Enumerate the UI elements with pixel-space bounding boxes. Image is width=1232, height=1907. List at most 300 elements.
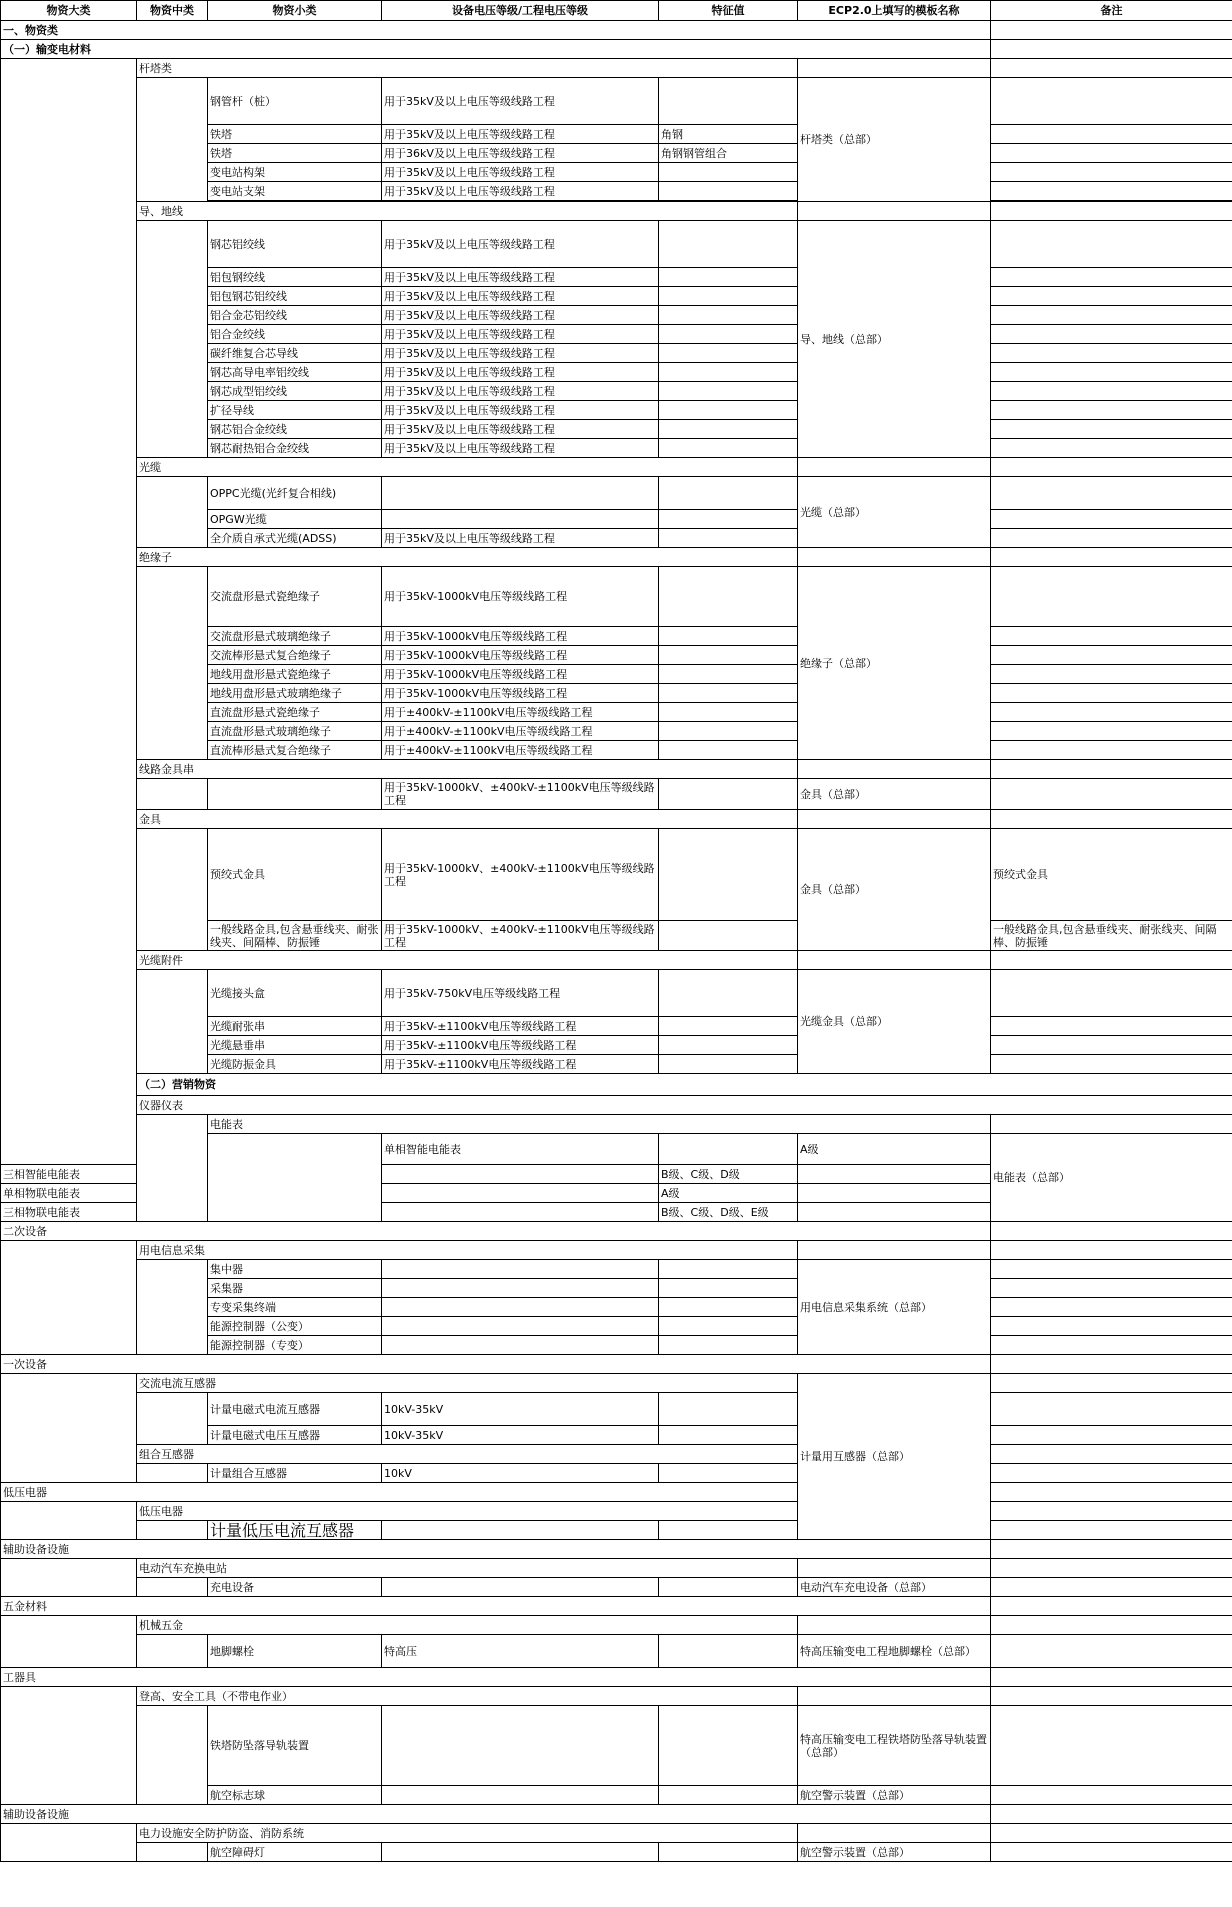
empty-cell (659, 1036, 798, 1055)
table-cell: 航空警示装置（总部） (798, 1843, 991, 1862)
empty-cell (991, 1445, 1232, 1464)
table-cell: 充电设备 (208, 1578, 382, 1597)
empty-cell (659, 287, 798, 306)
category-row (1, 1668, 1232, 1687)
empty-cell (659, 1464, 798, 1483)
empty-cell (991, 382, 1232, 401)
group-label: 杆塔类 (137, 59, 798, 78)
empty-cell (659, 722, 798, 741)
empty-cell (798, 1687, 991, 1706)
table-cell: 直流盘形悬式玻璃绝缘子 (208, 722, 382, 741)
empty-cell (798, 59, 991, 78)
empty-cell (659, 1279, 798, 1298)
table-cell: 地线用盘形悬式瓷绝缘子 (208, 665, 382, 684)
empty-cell (991, 703, 1232, 722)
empty-cell (659, 529, 798, 548)
empty-cell (991, 477, 1232, 510)
table-cell: 钢芯高导电率铝绞线 (208, 363, 382, 382)
table-cell: 用于35kV及以上电压等级线路工程 (382, 306, 659, 325)
empty-cell (991, 1843, 1232, 1862)
empty-cell (991, 1668, 1232, 1687)
empty-cell (798, 810, 991, 829)
table-cell: 一般线路金具,包含悬垂线夹、耐张线夹、间隔棒、防振锤 (991, 921, 1232, 951)
empty-cell (137, 1706, 208, 1805)
empty-cell (991, 1502, 1232, 1521)
empty-cell (991, 1616, 1232, 1635)
table-cell: 钢芯耐热铝合金绞线 (208, 439, 382, 458)
subsection-row (1, 40, 1232, 59)
table-row (1, 1706, 1232, 1786)
empty-cell (208, 1134, 382, 1222)
empty-cell (991, 1824, 1232, 1843)
empty-cell (659, 268, 798, 287)
table-cell: 用于35kV及以上电压等级线路工程 (382, 221, 659, 268)
empty-cell (991, 1241, 1232, 1260)
template-cell: 杆塔类（总部） (798, 78, 991, 202)
table-row (1, 1578, 1232, 1597)
template-cell: 光缆（总部） (798, 477, 991, 548)
table-cell: 特高压输变电工程地脚螺栓（总部） (798, 1635, 991, 1668)
table-cell: 角钢钢管组合 (659, 144, 798, 163)
table-cell: 特高压输变电工程铁塔防坠落导轨装置（总部） (798, 1706, 991, 1786)
empty-cell (991, 970, 1232, 1017)
table-cell: 用于35kV及以上电压等级线路工程 (382, 401, 659, 420)
table-cell: 用于35kV及以上电压等级线路工程 (382, 325, 659, 344)
empty-cell (798, 202, 991, 221)
empty-cell (659, 1578, 798, 1597)
empty-cell (991, 420, 1232, 439)
empty-cell (991, 221, 1232, 268)
table-cell: 用于35kV及以上电压等级线路工程 (382, 163, 659, 182)
table-cell: 用于35kV-1000kV电压等级线路工程 (382, 665, 659, 684)
empty-cell (659, 221, 798, 268)
empty-cell (798, 1165, 991, 1184)
empty-cell (137, 1635, 208, 1668)
empty-cell (991, 1298, 1232, 1317)
empty-cell (991, 1578, 1232, 1597)
table-cell: 角钢 (659, 125, 798, 144)
table-cell: 航空警示装置（总部） (798, 1786, 991, 1805)
empty-cell (659, 1260, 798, 1279)
table-cell: 用于±400kV-±1100kV电压等级线路工程 (382, 722, 659, 741)
table-cell: 铝合金芯铝绞线 (208, 306, 382, 325)
template-cell: 金具（总部） (798, 779, 991, 810)
table-row (1, 477, 1232, 510)
table-cell: 二次设备 (1, 1222, 991, 1241)
empty-cell (1, 1824, 137, 1862)
table-cell: 计量电磁式电流互感器 (208, 1393, 382, 1426)
table-cell: 10kV-35kV (382, 1393, 659, 1426)
table-row (1, 970, 1232, 1017)
empty-cell (659, 325, 798, 344)
empty-cell (798, 1559, 991, 1578)
empty-cell (798, 458, 991, 477)
empty-cell (991, 1355, 1232, 1374)
empty-cell (382, 1203, 659, 1222)
empty-cell (991, 363, 1232, 382)
empty-cell (991, 458, 1232, 477)
empty-cell (991, 1222, 1232, 1241)
empty-cell (137, 567, 208, 760)
empty-cell (991, 163, 1232, 182)
empty-cell (659, 78, 798, 125)
table-cell: 用于35kV-750kV电压等级线路工程 (382, 970, 659, 1017)
empty-cell (798, 1203, 991, 1222)
table-cell: 直流盘形悬式瓷绝缘子 (208, 703, 382, 722)
empty-cell (991, 1374, 1232, 1393)
table-cell: 用于35kV-1000kV、±400kV-±1100kV电压等级线路工程 (382, 779, 659, 810)
empty-cell (991, 1279, 1232, 1298)
group-row (1, 760, 1232, 779)
empty-cell (991, 125, 1232, 144)
empty-cell (659, 344, 798, 363)
table-cell: 交流棒形悬式复合绝缘子 (208, 646, 382, 665)
section-row (1, 21, 1232, 40)
empty-cell (659, 567, 798, 627)
header-row (1, 1, 1232, 21)
table-cell: 用于35kV及以上电压等级线路工程 (382, 268, 659, 287)
empty-cell (659, 1134, 798, 1165)
table-cell: 航空障碍灯 (208, 1843, 382, 1862)
group-row (1, 1559, 1232, 1578)
empty-cell (991, 1260, 1232, 1279)
table-cell: OPPC光缆(光纤复合相线) (208, 477, 382, 510)
empty-cell (991, 287, 1232, 306)
empty-cell (659, 477, 798, 510)
empty-cell (382, 1298, 659, 1317)
empty-cell (991, 1464, 1232, 1483)
group-row (1, 1241, 1232, 1260)
empty-cell (991, 1559, 1232, 1578)
table-cell: 铝包钢芯铝绞线 (208, 287, 382, 306)
empty-cell (991, 202, 1232, 221)
empty-cell (991, 741, 1232, 760)
empty-cell (991, 1393, 1232, 1426)
empty-cell (991, 268, 1232, 287)
table-cell: 用于35kV及以上电压等级线路工程 (382, 78, 659, 125)
table-cell: 辅助设备设施 (1, 1805, 991, 1824)
empty-cell (659, 1393, 798, 1426)
empty-cell (659, 1055, 798, 1074)
empty-cell (991, 1786, 1232, 1805)
empty-cell (659, 921, 798, 951)
group-row (1, 810, 1232, 829)
empty-cell (991, 646, 1232, 665)
table-cell: A级 (659, 1184, 798, 1203)
template-cell: 导、地线（总部） (798, 221, 991, 458)
empty-cell (1, 1559, 137, 1597)
category-row (1, 1355, 1232, 1374)
group-row (1, 1374, 1232, 1393)
empty-cell (991, 1706, 1232, 1786)
empty-cell (382, 1843, 659, 1862)
empty-cell (1, 59, 137, 1165)
empty-cell (208, 779, 382, 810)
empty-cell (991, 627, 1232, 646)
category-row (1, 1222, 1232, 1241)
header-subcategory: 物资中类 (137, 1, 208, 21)
table-cell: 三相智能电能表 (1, 1165, 137, 1184)
table-cell: 钢芯铝绞线 (208, 221, 382, 268)
table-row (1, 1843, 1232, 1862)
table-cell: 专变采集终端 (208, 1298, 382, 1317)
table-cell: 用于35kV-±1100kV电压等级线路工程 (382, 1036, 659, 1055)
table-cell: 导、地线 (137, 202, 798, 221)
group-row (1, 59, 1232, 78)
table-cell: 10kV (382, 1464, 659, 1483)
empty-cell (798, 1616, 991, 1635)
empty-cell (991, 510, 1232, 529)
empty-cell (659, 1521, 798, 1540)
template-cell: 用电信息采集系统（总部） (798, 1260, 991, 1355)
table-cell: 用于35kV及以上电压等级线路工程 (382, 420, 659, 439)
table-cell: 钢芯铝合金绞线 (208, 420, 382, 439)
table-cell: 用于35kV及以上电压等级线路工程 (382, 363, 659, 382)
table-cell: 变电站支架 (208, 182, 382, 201)
empty-cell (1, 1374, 137, 1483)
empty-cell (659, 684, 798, 703)
empty-cell (991, 40, 1232, 59)
empty-cell (137, 1260, 208, 1355)
empty-cell (991, 1687, 1232, 1706)
table-cell: 机械五金 (137, 1616, 798, 1635)
header-template: ECP2.0上填写的模板名称 (798, 1, 991, 21)
table-cell: 铝合金绞线 (208, 325, 382, 344)
empty-cell (991, 684, 1232, 703)
category-row (1, 1096, 1232, 1115)
table-cell: 扩径导线 (208, 401, 382, 420)
empty-cell (798, 548, 991, 567)
table-cell: 低压电器 (1, 1483, 798, 1502)
table-cell: 单相智能电能表 (382, 1134, 659, 1165)
table-cell: 交流盘形悬式玻璃绝缘子 (208, 627, 382, 646)
empty-cell (991, 722, 1232, 741)
empty-cell (659, 1706, 798, 1786)
empty-cell (659, 627, 798, 646)
section-title: 一、物资类 (1, 21, 991, 40)
empty-cell (991, 1115, 1232, 1134)
header-note: 备注 (991, 1, 1232, 21)
empty-cell (659, 401, 798, 420)
empty-cell (798, 1184, 991, 1203)
empty-cell (1, 1687, 137, 1805)
header-voltage: 设备电压等级/工程电压等级 (382, 1, 659, 21)
table-cell: 计量低压电流互感器 (208, 1521, 382, 1540)
table-row (1, 1260, 1232, 1279)
empty-cell (991, 548, 1232, 567)
template-cell: 金具（总部） (798, 829, 991, 951)
table-cell: 预绞式金具 (208, 829, 382, 921)
empty-cell (991, 1317, 1232, 1336)
empty-cell (991, 1426, 1232, 1445)
group-row (1, 951, 1232, 970)
empty-cell (659, 1298, 798, 1317)
empty-cell (991, 1805, 1232, 1824)
table-cell: （二）营销物资 (137, 1074, 1232, 1096)
empty-cell (991, 1540, 1232, 1559)
empty-cell (382, 1184, 659, 1203)
table-cell: 采集器 (208, 1279, 382, 1298)
empty-cell (659, 1786, 798, 1805)
empty-cell (991, 951, 1232, 970)
table-cell: 一次设备 (1, 1355, 991, 1374)
table-cell: 用于±400kV-±1100kV电压等级线路工程 (382, 703, 659, 722)
empty-cell (659, 1843, 798, 1862)
table-cell: 用于35kV-1000kV、±400kV-±1100kV电压等级线路工程 (382, 829, 659, 921)
empty-cell (991, 401, 1232, 420)
table-cell: 铝包钢绞线 (208, 268, 382, 287)
empty-cell (382, 1336, 659, 1355)
table-cell: 钢管杆（桩） (208, 78, 382, 125)
table-row (1, 1635, 1232, 1668)
table-row (1, 567, 1232, 627)
table-cell: 电能表 (208, 1115, 991, 1134)
table-cell: 用于35kV-1000kV电压等级线路工程 (382, 567, 659, 627)
table-cell: 全介质自承式光缆(ADSS) (208, 529, 382, 548)
table-cell: 三相物联电能表 (1, 1203, 137, 1222)
empty-cell (659, 306, 798, 325)
empty-cell (991, 760, 1232, 779)
table-row (1, 1521, 1232, 1540)
table-cell: 光缆悬垂串 (208, 1036, 382, 1055)
table-cell: 交流盘形悬式瓷绝缘子 (208, 567, 382, 627)
table-cell: 用于35kV-±1100kV电压等级线路工程 (382, 1055, 659, 1074)
empty-cell (659, 363, 798, 382)
empty-cell (991, 306, 1232, 325)
subsection-title: （一）输变电材料 (1, 40, 991, 59)
table-cell: 地脚螺栓 (208, 1635, 382, 1668)
table-cell: 用于36kV及以上电压等级线路工程 (382, 144, 659, 163)
table-cell: B级、C级、D级 (659, 1165, 798, 1184)
table-cell: OPGW光缆 (208, 510, 382, 529)
empty-cell (991, 21, 1232, 40)
empty-cell (382, 477, 659, 510)
empty-cell (659, 1317, 798, 1336)
empty-cell (382, 1578, 659, 1597)
template-cell: 光缆金具（总部） (798, 970, 991, 1074)
empty-cell (1, 1616, 137, 1668)
table-cell: 仪器仪表 (137, 1096, 1232, 1115)
empty-cell (991, 1521, 1232, 1540)
group-row (1, 202, 1232, 221)
table-cell: 用于35kV-1000kV电压等级线路工程 (382, 627, 659, 646)
table-cell: 预绞式金具 (991, 829, 1232, 921)
table-cell: 铁塔防坠落导轨装置 (208, 1706, 382, 1786)
empty-cell (991, 1055, 1232, 1074)
table-cell: 计量电磁式电压互感器 (208, 1426, 382, 1445)
empty-cell (991, 1597, 1232, 1616)
empty-cell (659, 182, 798, 201)
empty-cell (137, 477, 208, 548)
table-cell: 直流棒形悬式复合绝缘子 (208, 741, 382, 760)
table-cell: 光缆耐张串 (208, 1017, 382, 1036)
empty-cell (991, 325, 1232, 344)
empty-cell (991, 78, 1232, 125)
table-cell: 交流电流互感器 (137, 1374, 798, 1393)
table-cell: 碳纤维复合芯导线 (208, 344, 382, 363)
table-cell: 用于35kV及以上电压等级线路工程 (382, 125, 659, 144)
table-cell: 特高压 (382, 1635, 659, 1668)
empty-cell (137, 1578, 208, 1597)
table-cell: 金具 (137, 810, 798, 829)
table-cell: 线路金具串 (137, 760, 798, 779)
table-cell: 10kV-35kV (382, 1426, 659, 1445)
group-row (1, 1115, 1232, 1134)
table-cell: 钢芯成型铝绞线 (208, 382, 382, 401)
category-row (1, 1597, 1232, 1616)
group-row (1, 1687, 1232, 1706)
group-row (1, 1445, 1232, 1464)
empty-cell (991, 810, 1232, 829)
empty-cell (382, 1317, 659, 1336)
empty-cell (659, 420, 798, 439)
empty-cell (991, 567, 1232, 627)
empty-cell (659, 382, 798, 401)
group-row (1, 548, 1232, 567)
table-cell: 用于35kV及以上电压等级线路工程 (382, 439, 659, 458)
empty-cell (659, 829, 798, 921)
empty-cell (798, 760, 991, 779)
table-cell: 地线用盘形悬式玻璃绝缘子 (208, 684, 382, 703)
table-cell: 铁塔 (208, 144, 382, 163)
empty-cell (382, 1706, 659, 1786)
header-feature: 特征值 (659, 1, 798, 21)
template-cell: 计量用互感器（总部） (798, 1374, 991, 1540)
empty-cell (798, 951, 991, 970)
empty-cell (137, 829, 208, 951)
empty-cell (659, 1017, 798, 1036)
table-cell: 航空标志球 (208, 1786, 382, 1805)
empty-cell (659, 646, 798, 665)
empty-cell (991, 144, 1232, 163)
table-row (1, 221, 1232, 268)
empty-cell (137, 78, 208, 202)
table-cell: 用电信息采集 (137, 1241, 798, 1260)
empty-cell (991, 1483, 1232, 1502)
table-cell: 光缆防振金具 (208, 1055, 382, 1074)
empty-cell (659, 970, 798, 1017)
table-cell: 用于35kV-±1100kV电压等级线路工程 (382, 1017, 659, 1036)
table-cell: 工器具 (1, 1668, 991, 1687)
empty-cell (991, 1036, 1232, 1055)
empty-cell (659, 1426, 798, 1445)
table-cell: A级 (798, 1134, 991, 1165)
empty-cell (659, 439, 798, 458)
table-cell: 辅助设备设施 (1, 1540, 991, 1559)
empty-cell (991, 182, 1232, 201)
table-cell: 一般线路金具,包含悬垂线夹、耐张线夹、间隔棒、防振锤 (208, 921, 382, 951)
table-cell: 电动汽车充换电站 (137, 1559, 798, 1578)
empty-cell (798, 1824, 991, 1843)
table-cell: 集中器 (208, 1260, 382, 1279)
table-row (1, 779, 1232, 810)
empty-cell (382, 1521, 659, 1540)
empty-cell (659, 665, 798, 684)
empty-cell (137, 1393, 208, 1445)
table-cell: 用于35kV及以上电压等级线路工程 (382, 529, 659, 548)
empty-cell (137, 779, 208, 810)
empty-cell (798, 1241, 991, 1260)
header-item: 物资小类 (208, 1, 382, 21)
subsection-row (1, 1074, 1232, 1096)
group-row (1, 1502, 1232, 1521)
table-cell: 能源控制器（专变） (208, 1336, 382, 1355)
table-cell: 用于35kV及以上电压等级线路工程 (382, 344, 659, 363)
table-cell: 用于±400kV-±1100kV电压等级线路工程 (382, 741, 659, 760)
empty-cell (659, 741, 798, 760)
table-cell: B级、C级、D级、E级 (659, 1203, 798, 1222)
empty-cell (137, 221, 208, 458)
